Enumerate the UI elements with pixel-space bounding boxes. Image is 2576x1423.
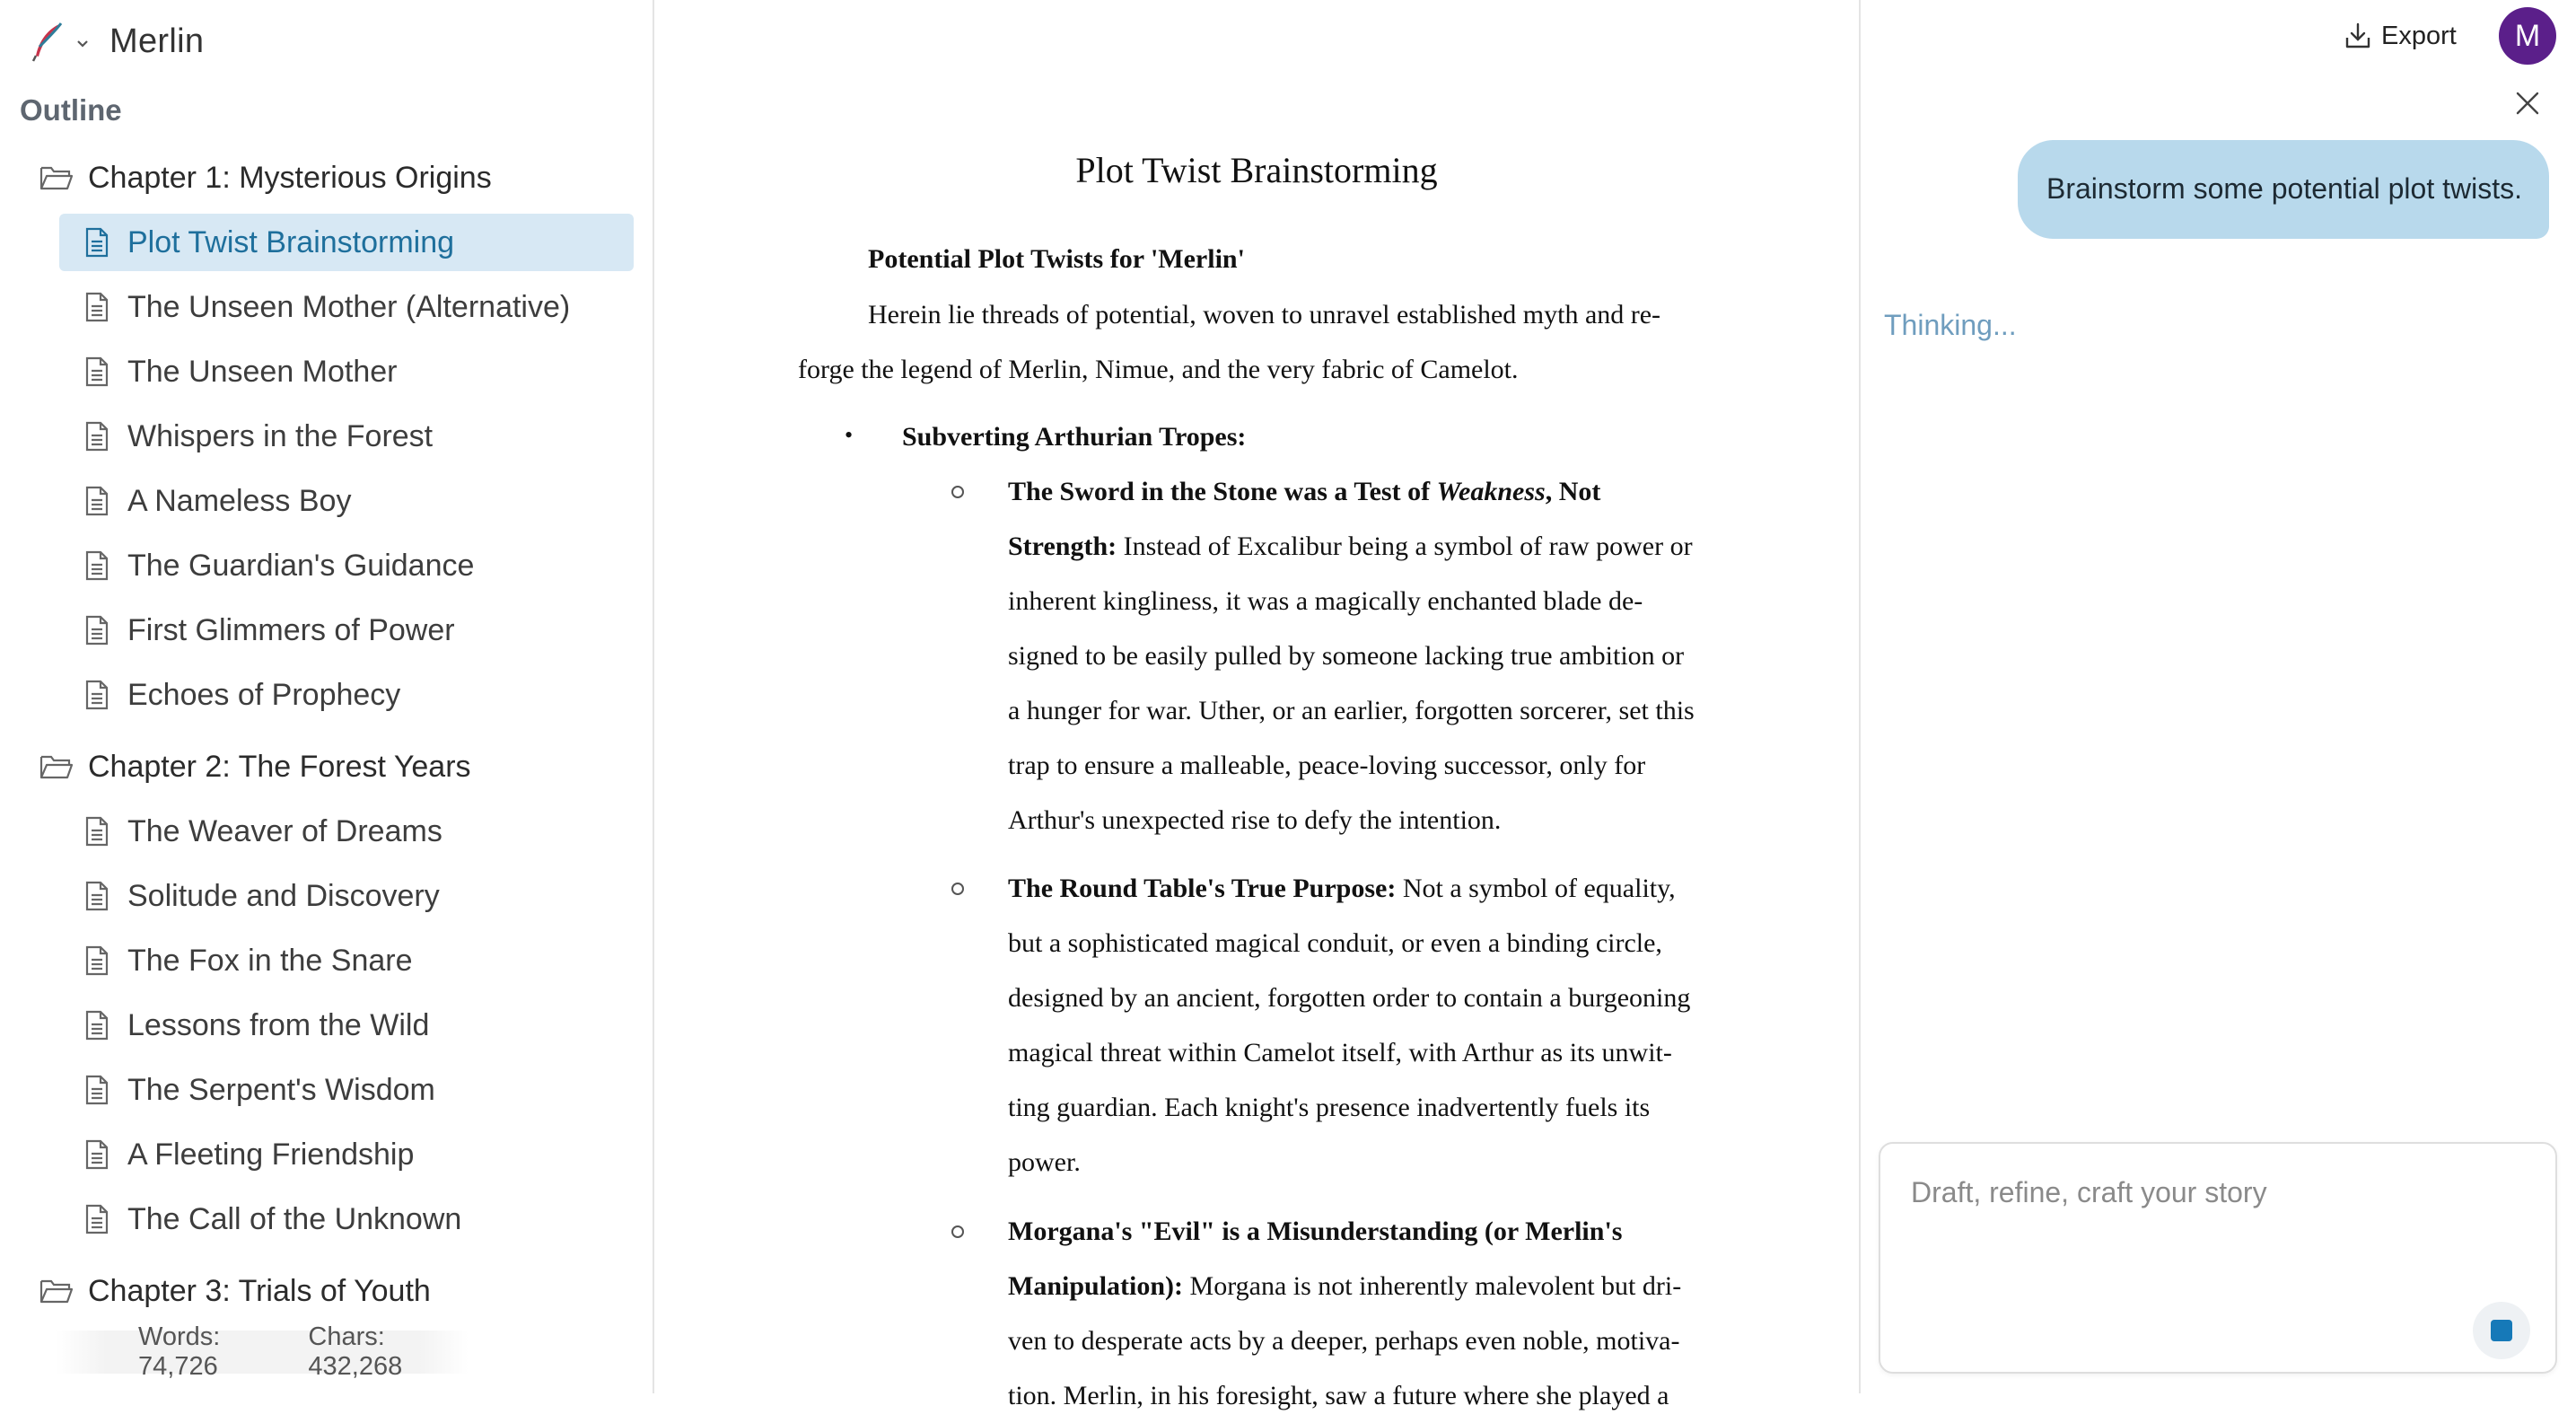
document-icon	[84, 945, 110, 976]
twist-line: trap to ensure a malleable, peace-loving successor, only for	[1008, 751, 1646, 780]
twist-line: Morgana is not inherently malevolent but dri-	[1183, 1271, 1682, 1301]
outline-item[interactable]	[59, 803, 634, 860]
twist-line: Arthur's unexpected rise to defy the intention.	[1008, 805, 1502, 835]
outline-item-label: The Unseen Mother (Alternative)	[127, 289, 571, 324]
outline-item-label: A Nameless Boy	[127, 483, 352, 518]
outline-item[interactable]	[59, 602, 634, 659]
outline-item-label: Lessons from the Wild	[127, 1007, 430, 1042]
outline-item[interactable]	[59, 666, 634, 724]
chapter-2[interactable]	[39, 740, 471, 794]
document-title: Plot Twist Brainstorming	[1075, 150, 1438, 190]
sub-bullet-marker	[951, 486, 964, 498]
avatar[interactable]: M	[2499, 7, 2556, 65]
twist-title-emphasis: Weakness	[1436, 477, 1546, 506]
thinking-status: Thinking...	[1884, 309, 2017, 341]
document-icon	[84, 356, 110, 387]
document-icon	[84, 881, 110, 911]
document-heading: Potential Plot Twists for 'Merlin'	[868, 244, 1245, 274]
document-icon	[84, 227, 110, 258]
outline-item-label: Plot Twist Brainstorming	[127, 224, 455, 259]
export-label: Export	[2381, 21, 2457, 50]
twist-line: tion. Merlin, in his foresight, saw a future where she played a	[1008, 1381, 1669, 1410]
document-icon	[84, 292, 110, 322]
stop-button[interactable]	[2473, 1302, 2530, 1359]
folder-open-icon	[39, 1278, 74, 1304]
outline-item[interactable]	[59, 537, 634, 594]
assistant-panel	[1861, 0, 2576, 1393]
twist-text	[1008, 519, 1693, 574]
twist-line: magical threat within Camelot itself, with Arthur as its unwit-	[1008, 1038, 1672, 1067]
word-count-bar	[56, 1322, 469, 1381]
intro-line: forge the legend of Merlin, Nimue, and the very fabric of Camelot.	[798, 355, 1519, 384]
chat-composer[interactable]	[1879, 1142, 2557, 1374]
outline-item-label: The Fox in the Snare	[127, 943, 413, 978]
twist-line: power.	[1008, 1147, 1081, 1177]
folder-open-icon	[39, 164, 74, 191]
outline-item[interactable]	[59, 1126, 634, 1183]
outline-item-label: The Unseen Mother	[127, 354, 398, 389]
export-button[interactable]	[2344, 16, 2457, 56]
outline-item-label: Solitude and Discovery	[127, 878, 440, 913]
twist-line: Not a symbol of equality,	[1396, 874, 1676, 903]
twist-line: inherent kingliness, it was a magically enchanted blade de-	[1008, 586, 1643, 616]
char-count: Chars: 432,268	[308, 1322, 403, 1381]
twist-line: signed to be easily pulled by someone lacking true ambition or	[1008, 641, 1685, 671]
chapter-title: Chapter 1: Mysterious Origins	[88, 160, 492, 195]
stop-icon	[2491, 1320, 2512, 1341]
user-message: Brainstorm some potential plot twists.	[2018, 140, 2549, 239]
twist-text	[1008, 1259, 1681, 1313]
chevron-down-icon	[74, 34, 92, 52]
document-icon	[84, 1010, 110, 1041]
document-icon	[84, 1204, 110, 1234]
outline-item[interactable]	[59, 1190, 634, 1248]
download-icon	[2344, 22, 2372, 50]
twist-title: Morgana's "Evil" is a Misunderstanding (or Merlin's	[1008, 1217, 1623, 1246]
intro-line: Herein lie threads of potential, woven to unravel established myth and re-	[868, 300, 1661, 329]
chapter-title: Chapter 3: Trials of Youth	[88, 1273, 431, 1308]
outline-item[interactable]	[59, 932, 634, 989]
outline-item-label: The Guardian's Guidance	[127, 548, 475, 583]
twist-line: ven to desperate acts by a deeper, perhaps even noble, motiva-	[1008, 1326, 1680, 1356]
twist-title: The Round Table's True Purpose:	[1008, 874, 1397, 903]
outline-item[interactable]	[59, 408, 634, 465]
bullet-marker: •	[845, 422, 854, 448]
folder-open-icon	[39, 753, 74, 780]
close-icon[interactable]	[2514, 90, 2541, 117]
chapter-3[interactable]	[39, 1264, 431, 1318]
outline-item[interactable]	[59, 1061, 634, 1119]
outline-item-label: First Glimmers of Power	[127, 612, 455, 647]
outline-item[interactable]	[59, 867, 634, 925]
twist-title-part: The Sword in the Stone was a Test of	[1008, 477, 1437, 506]
outline-item-label: Echoes of Prophecy	[127, 677, 401, 712]
document-icon	[84, 486, 110, 516]
outline-item[interactable]	[59, 472, 634, 530]
twist-title-part: Manipulation):	[1008, 1271, 1184, 1301]
composer-placeholder: Draft, refine, craft your story	[1911, 1176, 2267, 1208]
document-icon	[84, 550, 110, 581]
twist-line: but a sophisticated magical conduit, or even a binding circle,	[1008, 928, 1662, 958]
document-icon	[84, 615, 110, 646]
document-icon	[84, 1139, 110, 1170]
document-icon	[84, 680, 110, 710]
outline-title: Outline	[20, 93, 122, 127]
twist-title	[1008, 464, 1600, 519]
twist-line: a hunger for war. Uther, or an earlier, forgotten sorcerer, set this	[1008, 696, 1695, 725]
twist-text	[1008, 861, 1676, 916]
app-name: Merlin	[110, 22, 205, 60]
document-editor[interactable]	[654, 0, 1861, 1410]
sidebar	[0, 0, 654, 1393]
outline-item-plot-twist-brainstorming[interactable]	[59, 214, 634, 271]
section-heading: Subverting Arthurian Tropes:	[902, 422, 1247, 452]
outline-item[interactable]	[59, 278, 634, 336]
outline-item-label: The Serpent's Wisdom	[127, 1072, 435, 1107]
word-count: Words: 74,726	[138, 1322, 221, 1381]
document-icon	[84, 816, 110, 847]
quill-icon	[25, 20, 68, 63]
outline-item-label: The Call of the Unknown	[127, 1201, 462, 1236]
chapter-title: Chapter 2: The Forest Years	[88, 749, 471, 784]
sub-bullet-marker	[951, 1225, 964, 1238]
outline-item-label: The Weaver of Dreams	[127, 813, 442, 848]
outline-item-label: Whispers in the Forest	[127, 418, 434, 453]
twist-title-part: , Not	[1545, 477, 1601, 506]
document-icon	[84, 421, 110, 452]
twist-line: Instead of Excalibur being a symbol of raw power or	[1117, 531, 1693, 561]
outline-item-label: A Fleeting Friendship	[127, 1137, 415, 1172]
chapter-1[interactable]	[39, 151, 492, 205]
outline-item[interactable]	[59, 997, 634, 1054]
twist-line: designed by an ancient, forgotten order to contain a burgeoning	[1008, 983, 1691, 1013]
twist-title-part: Strength:	[1008, 531, 1117, 561]
twist-line: ting guardian. Each knight's presence inadvertently fuels its	[1008, 1093, 1651, 1122]
outline-item[interactable]	[59, 343, 634, 400]
sub-bullet-marker	[951, 883, 964, 895]
document-icon	[84, 1075, 110, 1105]
app-menu[interactable]	[25, 14, 204, 68]
